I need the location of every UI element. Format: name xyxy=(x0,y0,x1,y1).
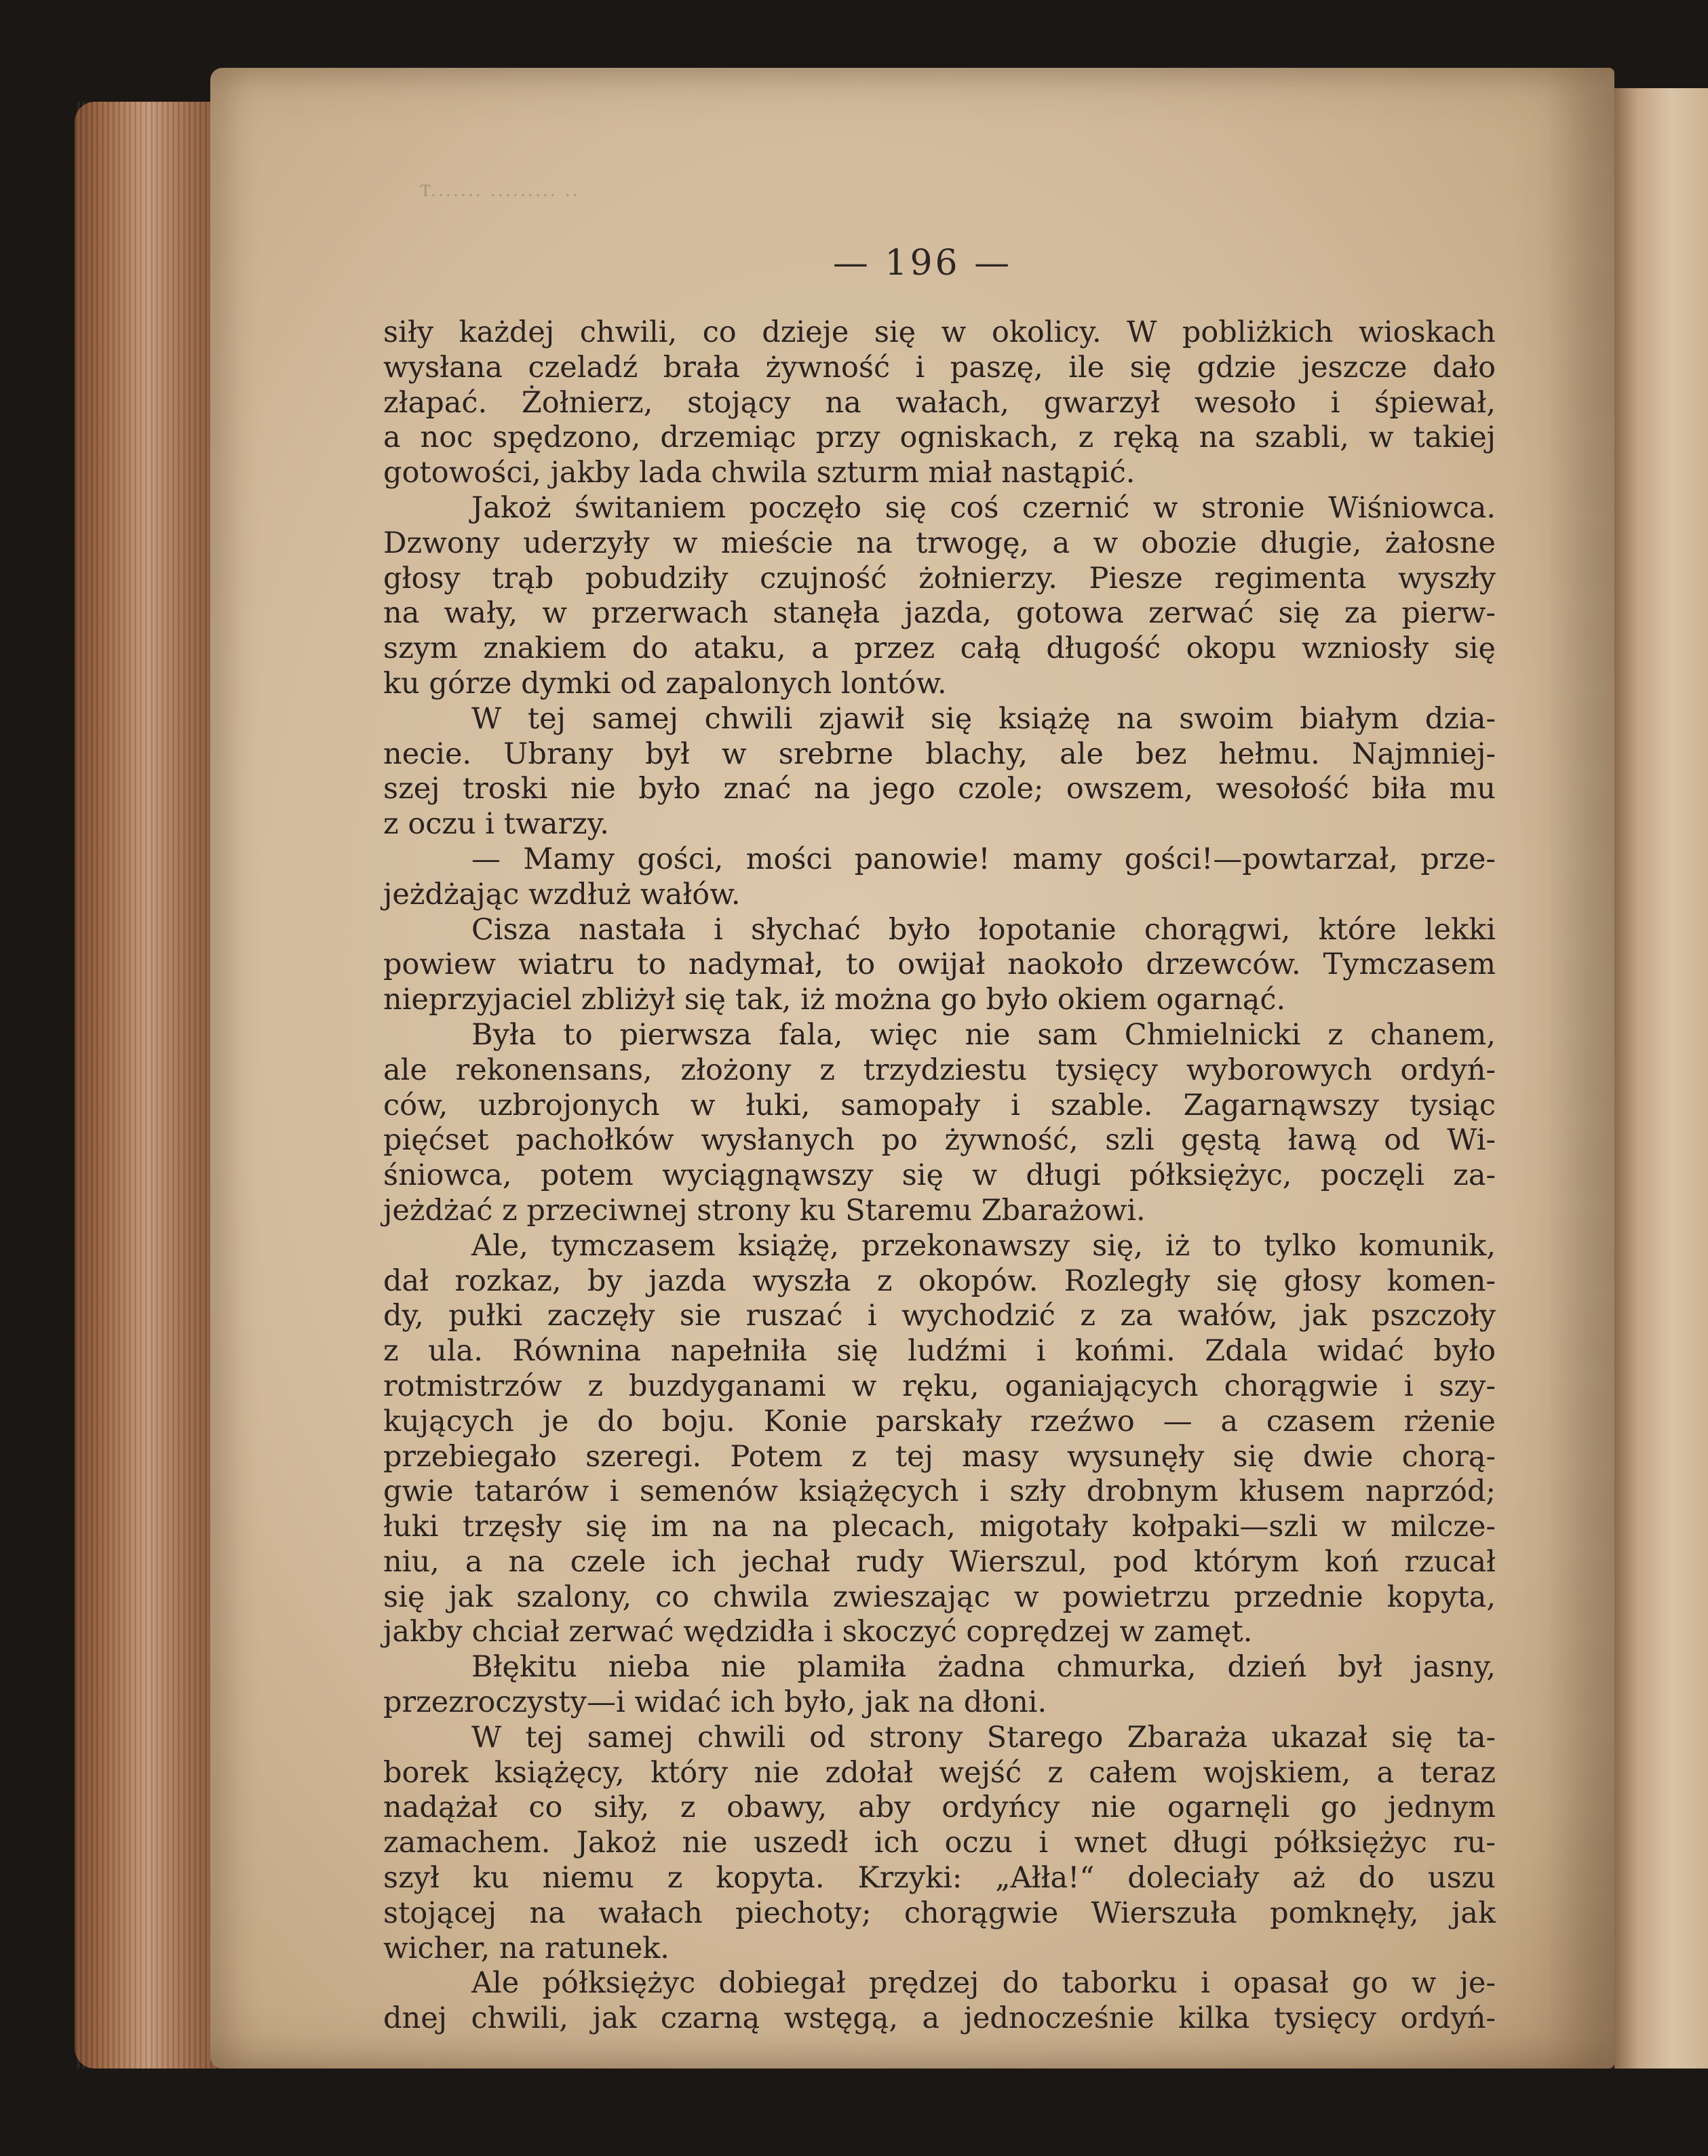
text-line: dnej chwili, jak czarną wstęgą, a jednocześnie kilka tysięcy ordyń- xyxy=(383,2001,1496,2036)
text-line: nieprzyjaciel zbliżył się tak, iż można go było okiem ogarnąć. xyxy=(383,983,1286,1017)
text-line: gwie tatarów i semenów książęcych i szły drobnym kłusem naprzód; xyxy=(383,1474,1496,1509)
text-line: zamachem. Jakoż nie uszedł ich oczu i wnet długi półksiężyc ru- xyxy=(383,1826,1496,1860)
text-line: nadążał co siły, z obawy, aby ordyńcy nie ogarnęli go jednym xyxy=(383,1790,1496,1825)
text-line: Ale półksiężyc dobiegał prędzej do taborku i opasał go w je- xyxy=(471,1966,1496,2001)
facing-page-edge xyxy=(1614,88,1708,2069)
text-line: wysłana czeladź brała żywność i paszę, ile się gdzie jeszcze dało xyxy=(383,350,1496,385)
text-line: wicher, na ratunek. xyxy=(383,1931,669,1965)
text-line: dał rozkaz, by jazda wyszła z okopów. Rozległy się głosy komen- xyxy=(383,1263,1496,1298)
text-line: borek książęcy, który nie zdołał wejść z całem wojskiem, a teraz xyxy=(383,1755,1496,1790)
text-line: ców, uzbrojonych w łuki, samopały i szable. Zagarnąwszy tysiąc xyxy=(383,1088,1496,1122)
page-number: — 196 — xyxy=(832,243,1013,283)
text-line: Błękitu nieba nie plamiła żadna chmurka, dzień był jasny, xyxy=(471,1650,1496,1685)
text-line: śniowca, potem wyciągnąwszy się w długi półksiężyc, poczęli za- xyxy=(383,1158,1496,1193)
text-line: jeżdżając wzdłuż wałów. xyxy=(383,877,741,912)
text-line: ku górze dymki od zapalonych lontów. xyxy=(383,666,947,701)
text-line: Cisza nastała i słychać było łopotanie chorągwi, które lekki xyxy=(471,912,1496,947)
text-line: przezroczysty—i widać ich było, jak na dłoni. xyxy=(383,1685,1047,1720)
text-line: z oczu i twarzy. xyxy=(383,807,609,842)
text-line: — Mamy gości, mości panowie! mamy gości!—powtarzał, prze- xyxy=(471,842,1496,876)
text-line: niu, a na czele ich jechał rudy Wierszul, pod którym koń rzucał xyxy=(383,1544,1496,1579)
text-line: Dzwony uderzyły w mieście na trwogę, a w obozie długie, żałosne xyxy=(383,526,1496,560)
text-line: szym znakiem do ataku, a przez całą długość okopu wzniosły się xyxy=(383,631,1496,666)
running-head-faded: T....... ......... .. xyxy=(421,183,581,199)
text-line: głosy trąb pobudziły czujność żołnierzy. Piesze regimenta wyszły xyxy=(383,561,1496,595)
text-line: Jakoż świtaniem poczęło się coś czernić w stronie Wiśniowca. xyxy=(471,490,1496,525)
text-line: łuki trzęsły się im na na plecach, migotały kołpaki—szli w milcze- xyxy=(383,1510,1496,1544)
text-line: gotowości, jakby lada chwila szturm miał nastąpić. xyxy=(383,456,1136,490)
text-line: powiew wiatru to nadymał, to owijał naokoło drzewców. Tymczasem xyxy=(383,947,1496,982)
text-line: jakby chciał zerwać wędzidła i skoczyć coprędzej w zamęt. xyxy=(383,1615,1253,1649)
text-line: ale rekonensans, złożony z trzydziestu tysięcy wyborowych ordyń- xyxy=(383,1053,1496,1087)
text-line: W tej samej chwili zjawił się książę na swoim białym dzia- xyxy=(471,701,1496,736)
text-line: Ale, tymczasem książę, przekonawszy się, iż to tylko komunik, xyxy=(471,1228,1496,1263)
text-line: szej troski nie było znać na jego czole; owszem, wesołość biła mu xyxy=(383,772,1496,806)
text-line: rotmistrzów z buzdyganami w ręku, oganiających chorągwie i szy- xyxy=(383,1369,1496,1403)
text-line: złapać. Żołnierz, stojący na wałach, gwarzył wesoło i śpiewał, xyxy=(383,385,1496,420)
text-line: stojącej na wałach piechoty; chorągwie Wierszuła pomknęły, jak xyxy=(383,1896,1496,1930)
text-line: siły każdej chwili, co dzieje się w okolicy. W pobliżkich wioskach xyxy=(383,315,1496,349)
text-line: a noc spędzono, drzemiąc przy ogniskach, z ręką na szabli, w takiej xyxy=(383,420,1496,455)
text-line: dy, pułki zaczęły sie ruszać i wychodzić z za wałów, jak pszczoły xyxy=(383,1299,1496,1333)
text-line: Była to pierwsza fala, więc nie sam Chmielnicki z chanem, xyxy=(471,1017,1496,1052)
text-line: z ula. Równina napełniła się ludźmi i końmi. Zdala widać było xyxy=(383,1334,1496,1369)
text-line: szył ku niemu z kopyta. Krzyki: „Ałła!“ doleciały aż do uszu xyxy=(383,1861,1496,1896)
text-line: W tej samej chwili od strony Starego Zbaraża ukazał się ta- xyxy=(471,1720,1496,1755)
text-line: kujących je do boju. Konie parskały rzeźwo — a czasem rżenie xyxy=(383,1404,1496,1438)
body-text xyxy=(383,315,1496,2037)
text-line: przebiegało szeregi. Potem z tej masy wysunęły się dwie chorą- xyxy=(383,1439,1496,1474)
text-line: jeżdżać z przeciwnej strony ku Staremu Zbarażowi. xyxy=(383,1193,1146,1228)
text-line: pięćset pachołków wysłanych po żywność, szli gęstą ławą od Wi- xyxy=(383,1123,1496,1158)
text-line: necie. Ubrany był w srebrne blachy, ale bez hełmu. Najmniej- xyxy=(383,737,1496,771)
text-line: się jak szalony, co chwila zwieszając w powietrzu przednie kopyta, xyxy=(383,1580,1496,1614)
text-line: na wały, w przerwach stanęła jazda, gotowa zerwać się za pierw- xyxy=(383,596,1496,631)
